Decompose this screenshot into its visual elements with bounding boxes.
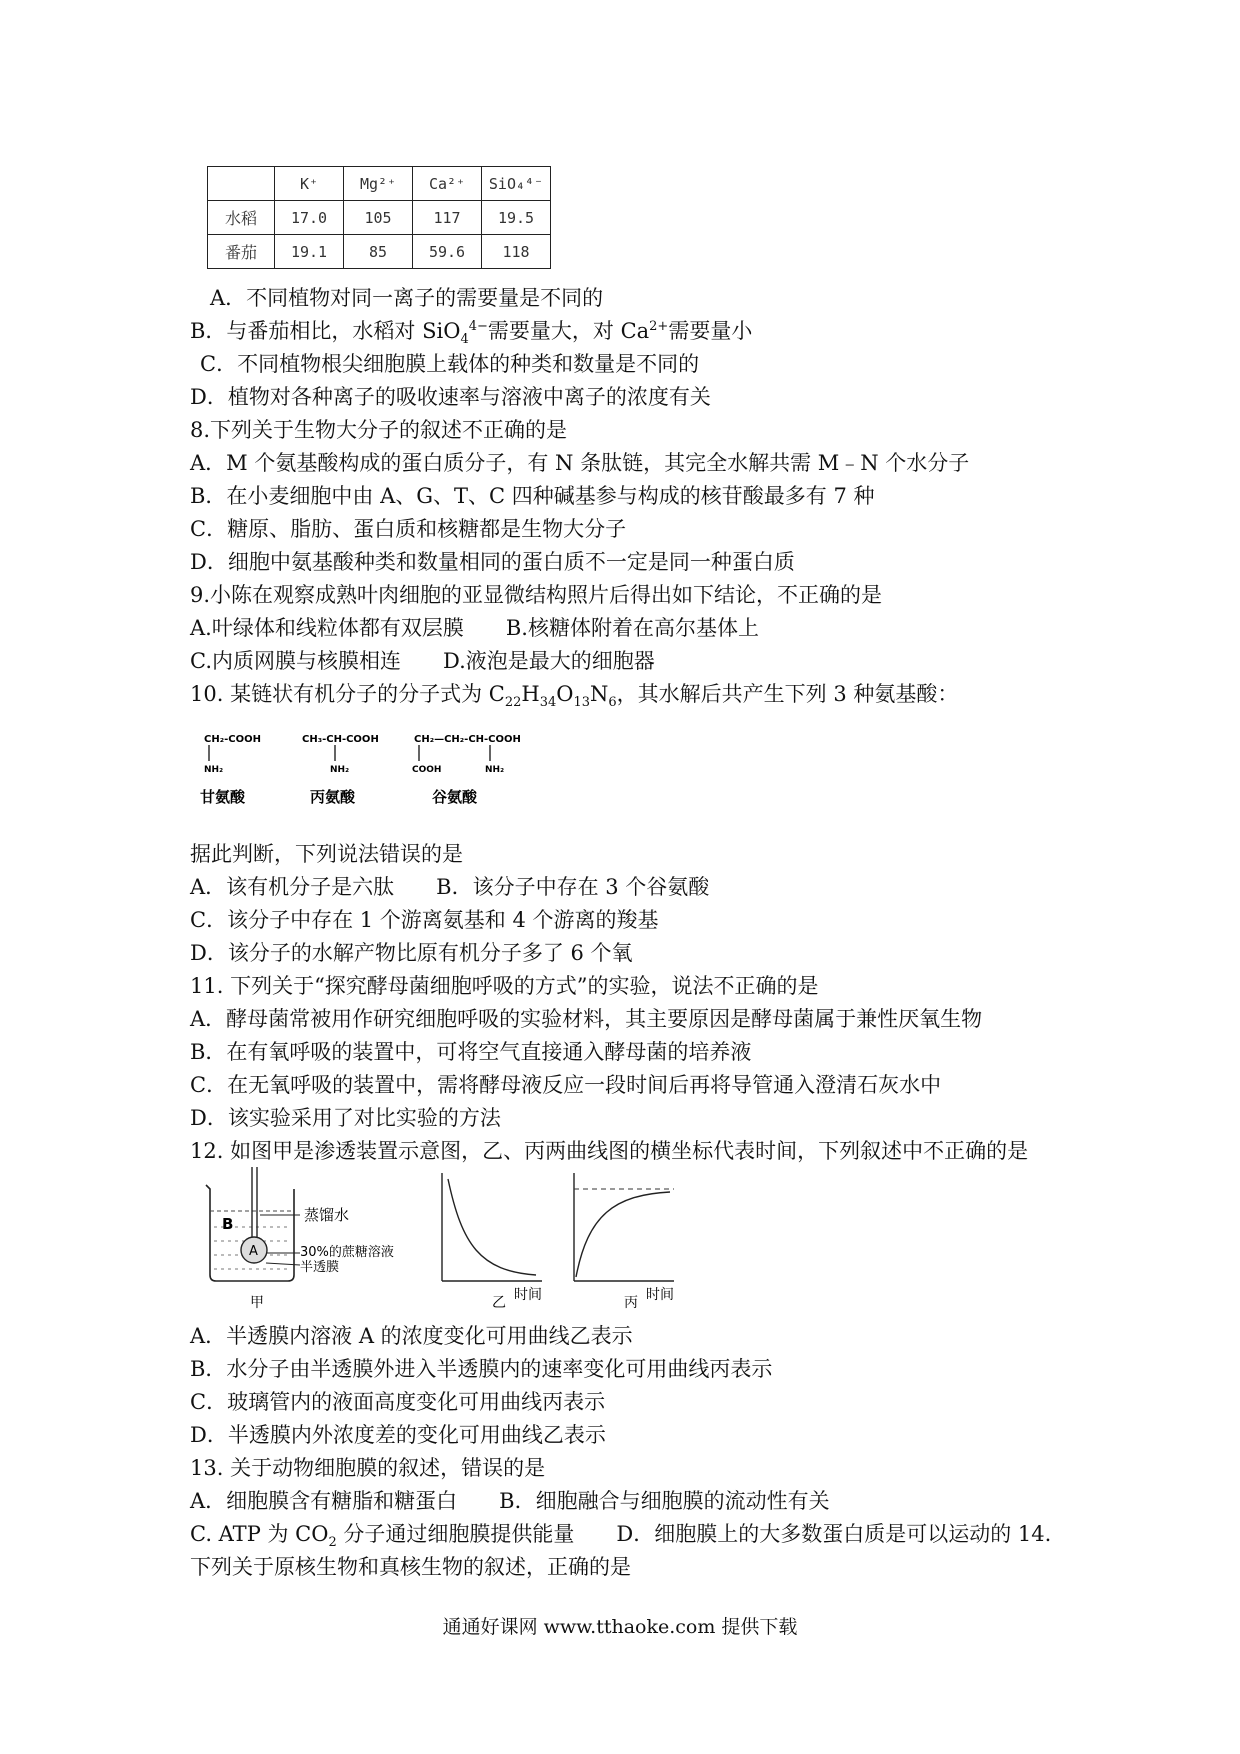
- glycine-name: 甘氨酸: [200, 788, 246, 806]
- table-cell: Mg²⁺: [344, 167, 413, 201]
- beaker: [206, 1185, 294, 1281]
- q10-options-ab: A．该有机分子是六肽 B．该分子中存在 3 个谷氨酸: [190, 875, 710, 899]
- label-water: 蒸馏水: [304, 1206, 350, 1224]
- formula-sub: 34: [539, 695, 557, 711]
- ion-requirement-table: [207, 166, 551, 269]
- glutamate-cooh: COOH: [412, 765, 442, 775]
- formula-o: O: [556, 682, 574, 706]
- q10-judge: 据此判断，下列说法错误的是: [190, 842, 463, 866]
- q7-b-text3: 需要量小: [668, 319, 753, 343]
- table-cell: K⁺: [275, 167, 344, 201]
- q7-option-b: [190, 317, 753, 348]
- glycine-nh2: NH₂: [204, 765, 224, 775]
- table-cell: Ca²⁺: [413, 167, 482, 201]
- q7-b-sup: 4−: [468, 319, 488, 334]
- alanine-name: 丙氨酸: [310, 788, 356, 806]
- q13-c-text: C. ATP 为 CO: [190, 1522, 329, 1546]
- table-cell: SiO₄⁴⁻: [482, 167, 551, 201]
- table-cell: 85: [344, 235, 413, 269]
- q8-option-d: D．细胞中氨基酸种类和数量相同的蛋白质不一定是同一种蛋白质: [190, 550, 795, 574]
- q8-option-b: B．在小麦细胞中由 A、G、T、C 四种碱基参与构成的核苷酸最多有 7 种: [190, 484, 875, 508]
- yi-time-label: 时间: [514, 1287, 542, 1303]
- table-cell: [208, 167, 275, 201]
- q10-stem-text: 10. 某链状有机分子的分子式为 C: [190, 682, 505, 706]
- leader-line: [266, 1263, 300, 1265]
- q12-stem: 12. 如图甲是渗透装置示意图，乙、丙两曲线图的横坐标代表时间，下列叙述中不正确的是: [190, 1139, 1029, 1163]
- glutamate-name: 谷氨酸: [432, 788, 478, 806]
- q13-options-cd: [190, 1520, 1052, 1551]
- q11-option-a: A．酵母菌常被用作研究细胞呼吸的实验材料，其主要原因是酵母菌属于兼性厌氧生物: [190, 1007, 983, 1031]
- alanine-formula: CH₃-CH-COOH: [302, 734, 379, 745]
- yi-curve: [448, 1179, 536, 1275]
- glutamate-formula: CH₂—CH₂-CH-COOH: [414, 734, 521, 745]
- q9-options-ab: A.叶绿体和线粒体都有双层膜 B.核糖体附着在高尔基体上: [190, 616, 759, 640]
- q13-stem: 13. 关于动物细胞膜的叙述，错误的是: [190, 1456, 546, 1480]
- amino-acid-structures: [200, 728, 550, 806]
- glycine-formula: CH₂-COOH: [204, 734, 261, 745]
- label-yi: 乙: [492, 1295, 506, 1311]
- q11-stem: 11. 下列关于“探究酵母菌细胞呼吸的方式”的实验，说法不正确的是: [190, 974, 819, 998]
- table-cell: 番茄: [208, 235, 275, 269]
- table-row: [208, 235, 551, 269]
- q10-option-d: D．该分子的水解产物比原有机分子多了 6 个氧: [190, 941, 633, 965]
- table-cell: 19.5: [482, 201, 551, 235]
- q12-option-b: B．水分子由半透膜外进入半透膜内的速率变化可用曲线丙表示: [190, 1357, 773, 1381]
- q7-b-sub: 4: [460, 332, 469, 348]
- q9-stem: 9.小陈在观察成熟叶肉细胞的亚显微结构照片后得出如下结论，不正确的是: [190, 583, 883, 607]
- q14-stem: 下列关于原核生物和真核生物的叙述，正确的是: [190, 1555, 631, 1579]
- label-membrane: 半透膜: [300, 1260, 340, 1275]
- table-cell: 59.6: [413, 235, 482, 269]
- formula-h: H: [521, 682, 540, 706]
- q7-b-text: B．与番茄相比，水稻对 SiO: [190, 319, 461, 343]
- label-a: A: [249, 1244, 258, 1259]
- label-sugar: 30%的蔗糖溶液: [300, 1245, 394, 1260]
- table-cell: 118: [482, 235, 551, 269]
- q8-option-c: C．糖原、脂肪、蛋白质和核糖都是生物大分子: [190, 517, 627, 541]
- formula-sub: 6: [608, 695, 617, 711]
- q8-stem: 8.下列关于生物大分子的叙述不正确的是: [190, 418, 568, 442]
- q7-b-sup2: 2+: [649, 319, 669, 334]
- table-header-row: [208, 167, 551, 201]
- table-cell: 117: [413, 201, 482, 235]
- q11-option-d: D．该实验采用了对比实验的方法: [190, 1106, 501, 1130]
- q12-option-c: C．玻璃管内的液面高度变化可用曲线丙表示: [190, 1390, 606, 1414]
- glutamate-nh2: NH₂: [485, 765, 505, 775]
- label-bing: 丙: [624, 1295, 638, 1311]
- q10-stem-text2: ，其水解后共产生下列 3 种氨基酸：: [616, 682, 959, 706]
- bing-time-label: 时间: [646, 1287, 674, 1303]
- osmosis-figure: [200, 1165, 700, 1315]
- table-cell: 19.1: [275, 235, 344, 269]
- q9-options-cd: C.内质网膜与核膜相连 D.液泡是最大的细胞器: [190, 649, 655, 673]
- q7-option-c: C．不同植物根尖细胞膜上载体的种类和数量是不同的: [200, 352, 700, 376]
- q11-option-b: B．在有氧呼吸的装置中，可将空气直接通入酵母菌的培养液: [190, 1040, 752, 1064]
- formula-sub: 22: [504, 695, 522, 711]
- label-b: B: [222, 1215, 234, 1233]
- label-jia: 甲: [250, 1295, 264, 1311]
- q13-options-ab: A．细胞膜含有糖脂和糖蛋白 B．细胞融合与细胞膜的流动性有关: [190, 1489, 830, 1513]
- table-cell: 105: [344, 201, 413, 235]
- alanine-nh2: NH₂: [330, 765, 350, 775]
- q10-stem: [190, 680, 959, 711]
- q12-option-a: A．半透膜内溶液 A 的浓度变化可用曲线乙表示: [190, 1324, 633, 1348]
- formula-n: N: [590, 682, 609, 706]
- q7-option-a: A．不同植物对同一离子的需要量是不同的: [210, 286, 604, 310]
- table-cell: 17.0: [275, 201, 344, 235]
- table-cell: 水稻: [208, 201, 275, 235]
- co2-sub: 2: [328, 1535, 337, 1551]
- formula-sub: 13: [573, 695, 591, 711]
- q11-option-c: C．在无氧呼吸的装置中，需将酵母液反应一段时间后再将导管通入澄清石灰水中: [190, 1073, 942, 1097]
- table-row: [208, 201, 551, 235]
- q13-c-text2: 分子通过细胞膜提供能量 D．细胞膜上的大多数蛋白质是可以运动的 14.: [336, 1522, 1052, 1546]
- page-footer: 通通好课网 www.tthaoke.com 提供下载: [442, 1616, 798, 1638]
- q7-option-d: D．植物对各种离子的吸收速率与溶液中离子的浓度有关: [190, 385, 711, 409]
- q7-b-text2: 需要量大，对 Ca: [487, 319, 650, 343]
- q10-option-c: C．该分子中存在 1 个游离氨基和 4 个游离的羧基: [190, 908, 659, 932]
- q12-option-d: D．半透膜内外浓度差的变化可用曲线乙表示: [190, 1423, 606, 1447]
- q8-option-a: A．M 个氨基酸构成的蛋白质分子，有 N 条肽链，其完全水解共需 M﹣N 个水分子: [190, 451, 970, 475]
- bing-curve: [576, 1192, 670, 1277]
